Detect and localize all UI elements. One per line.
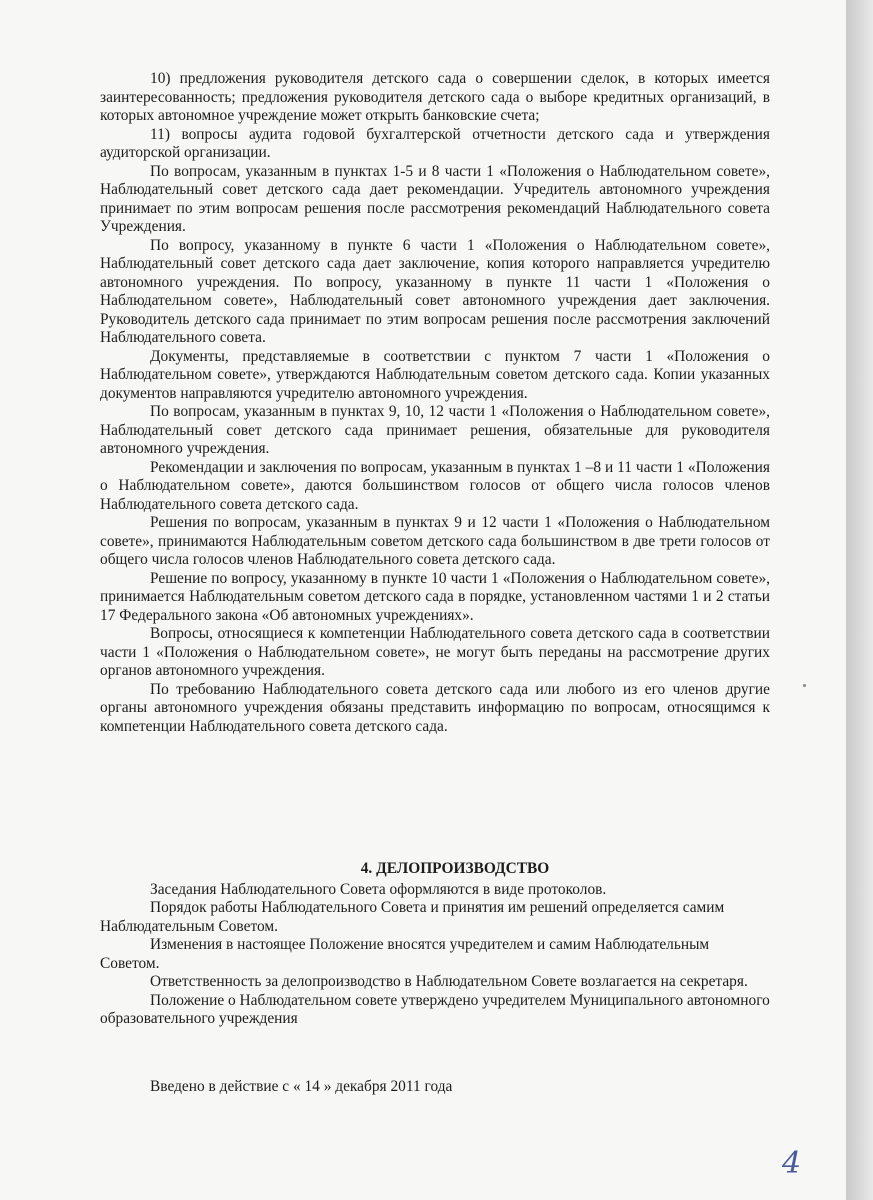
- scan-speck: [803, 684, 806, 687]
- section-title: 4. ДЕЛОПРОИЗВОДСТВО: [360, 860, 550, 877]
- paragraph-10: 10) предложения руководителя детского сада о совершении сделок, в которых имеется заинтересованность; предложения руководителя детского сада о выборе кредитных организаций, в которых автономное учреждение может открыть банковские счета;: [100, 70, 770, 124]
- paragraph-decisions: По вопросам, указанным в пунктах 9, 10, 12 части 1 «Положения о Наблюдательном совете», Наблюдательный совет детского сада принимает решения, обязательные для руководителя автономного учреждения.: [100, 403, 770, 457]
- body-text: [100, 70, 770, 736]
- section-paragraph-changes: Изменения в настоящее Положение вносятся учредителем и самим Наблюдательным Советом.: [100, 936, 710, 972]
- page-number: 4: [782, 1146, 802, 1181]
- section-paragraph-protocols: Заседания Наблюдательного Совета оформляются в виде протоколов.: [150, 880, 607, 898]
- paragraph-two-thirds: Решения по вопросам, указанным в пунктах 9 и 12 части 1 «Положения о Наблюдательном совете», принимаются Наблюдательным советом детского сада большинством в две трети голосов от общего числа голосов членов Наблюдательного совета детского сада.: [100, 514, 770, 568]
- paragraph-majority: Рекомендации и заключения по вопросам, указанным в пунктах 1 –8 и 11 части 1 «Положения о Наблюдательном совете», даются большинством голосов от общего числа голосов членов Наблюдательного совета детского сада.: [100, 458, 770, 513]
- paragraph-documents: Документы, представляемые в соответствии с пунктом 7 части 1 «Положения о Наблюдательном совете», утверждаются Наблюдательным советом детского сада. Копии указанных документов направляются учредителю автономного учреждения.: [100, 347, 770, 402]
- paragraph-11: 11) вопросы аудита годовой бухгалтерской отчетности детского сада и утверждения аудиторской организации.: [100, 125, 770, 161]
- effective-date: Введено в действие с « 14 » декабря 2011 года: [150, 1078, 453, 1095]
- paragraph-recommendations: По вопросам, указанным в пунктах 1-5 и 8 части 1 «Положения о Наблюдательном совете», Наблюдательный совет детского сада дает рекомендации. Учредитель автономного учреждения принимает по этим вопросам решения после рассмотрения рекомендаций Наблюдательного совета Учреждения.: [100, 162, 770, 235]
- paragraph-competence: Вопросы, относящиеся к компетенции Наблюдательного совета детского сада в соответствии части 1 «Положения о Наблюдательном совете», не могут быть переданы на рассмотрение других органов автономного учреждения.: [100, 625, 770, 679]
- section-paragraph-responsibility: Ответственность за делопроизводство в Наблюдательном Совете возлагается на секретаря.: [150, 973, 748, 990]
- paragraph-conclusion: По вопросу, указанному в пункте 6 части 1 «Положения о Наблюдательном совете», Наблюдательный совет детского сада дает заключение, копия которого направляется учредителю автономного учреждения. По вопросу, указанному в пункте 11 части 1 «Положения о Наблюдательном совете», Наблюдательный совет автономного учреждения дает заключения. Руководитель детского сада принимает по этим вопросам решения после рассмотрения заключений Наблюдательного совета.: [100, 236, 770, 346]
- section-paragraph-approval: Положение о Наблюдательном совете утверждено учредителем Муниципального автономного образовательного учреждения: [100, 991, 770, 1027]
- paragraph-information: По требованию Наблюдательного совета детского сада или любого из его членов другие органы автономного учреждения обязаны представить информацию по вопросам, относящимся к компетенции Наблюдательного совета детского сада.: [100, 680, 770, 735]
- paragraph-federal-law: Решение по вопросу, указанному в пункте 10 части 1 «Положения о Наблюдательном совете», принимается Наблюдательным советом детского сада в порядке, установленном частями 1 и 2 статьи 17 Федерального закона «Об автономных учреждениях».: [100, 569, 770, 624]
- section-paragraph-procedure: Порядок работы Наблюдательного Совета и принятия им решений определяется самим Наблюдательным Советом.: [100, 899, 725, 935]
- page-edge: [846, 0, 873, 1200]
- records-section: [100, 860, 770, 1029]
